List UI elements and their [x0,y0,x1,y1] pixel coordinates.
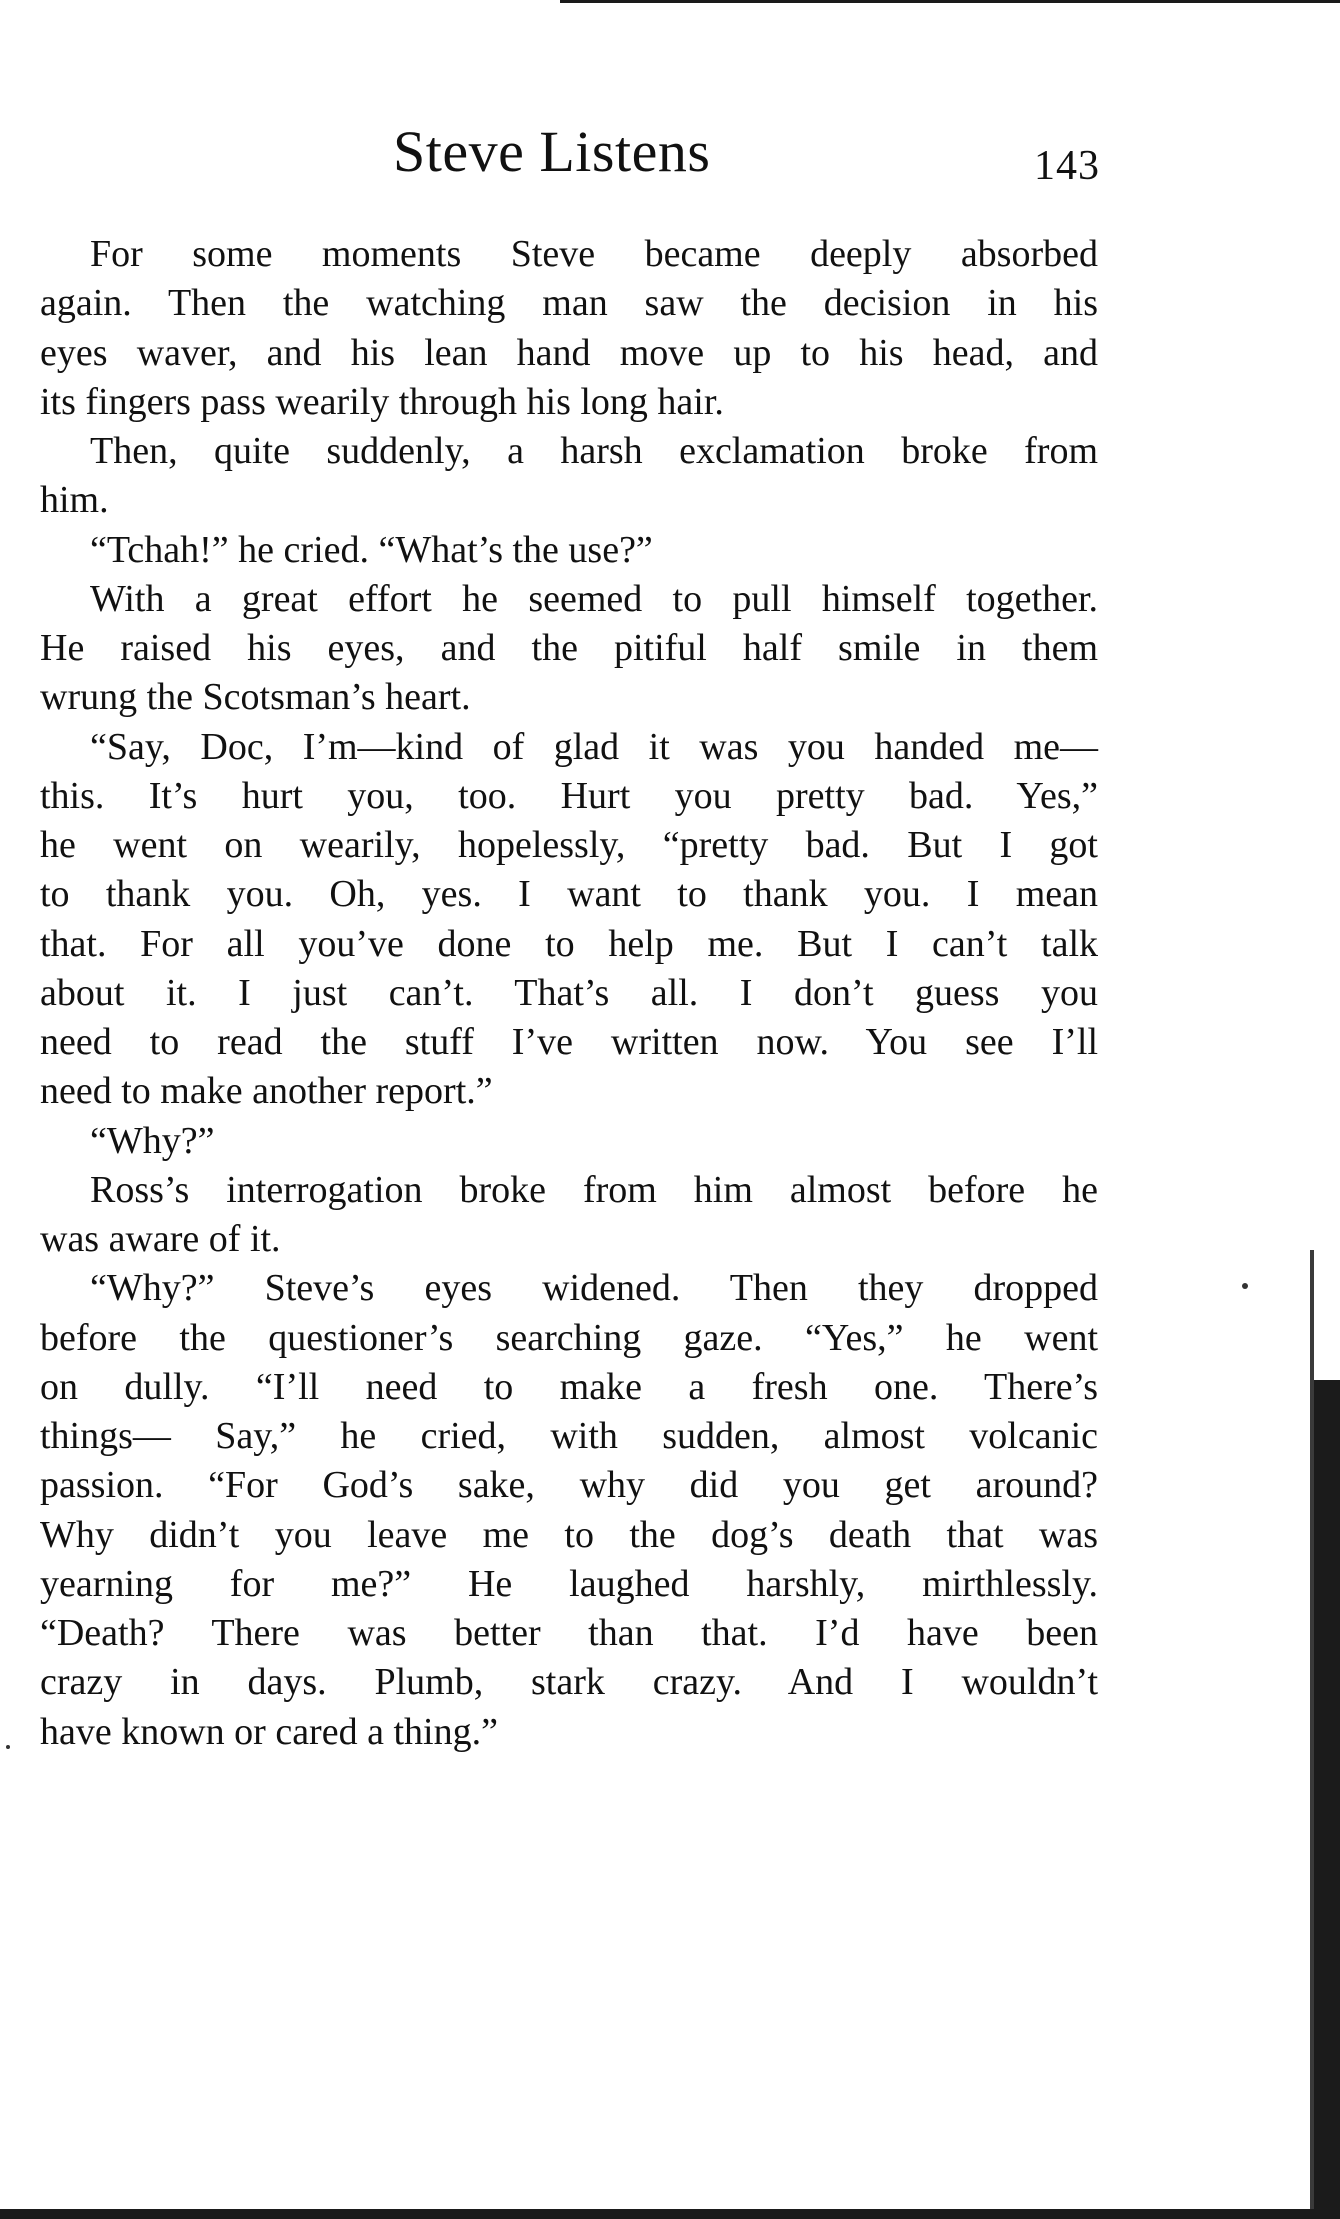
text-line: to thank you. Oh, yes. I want to thank you. I mean [40,873,1098,916]
text-line: He raised his eyes, and the pitiful half smile in them [40,627,1098,669]
text-line: need to read the stuff I’ve written now. You see I’ll [40,1021,1098,1063]
text-line: With a great effort he seemed to pull himself together. [90,577,1098,620]
top-edge-rule [560,0,1340,3]
text-line: about it. I just can’t. That’s all. I don’t guess you [40,971,1098,1014]
print-speck [1242,1283,1248,1289]
text-line: that. For all you’ve done to help me. But I can’t talk [40,922,1098,965]
text-line: things— Say,” he cried, with sudden, almost volcanic [40,1415,1098,1457]
text-line: him. [40,479,109,522]
text-line: this. It’s hurt you, too. Hurt you pretty bad. Yes,” [40,774,1098,817]
running-title: Steve Listens [393,119,711,184]
text-line: on dully. “I’ll need to make a fresh one. There’s [40,1365,1098,1408]
text-line: “Why?” Steve’s eyes widened. Then they dropped [90,1267,1098,1310]
text-line: “Tchah!” he cried. “What’s the use?” [90,528,653,571]
text-line: “Death? There was better than that. I’d have been [40,1612,1098,1654]
text-line: wrung the Scotsman’s heart. [40,676,471,719]
text-line: “Say, Doc, I’m—kind of glad it was you handed me— [90,725,1098,768]
text-line: For some moments Steve became deeply absorbed [90,233,1098,275]
text-line: was aware of it. [40,1218,281,1260]
print-speck [6,1745,10,1749]
page-number: 143 [1034,143,1100,189]
text-line: its fingers pass wearily through his long hair. [40,380,724,423]
text-line: crazy in days. Plumb, stark crazy. And I wouldn’t [40,1661,1098,1704]
text-line: again. Then the watching man saw the decision in his [40,282,1098,325]
text-line: yearning for me?” He laughed harshly, mirthlessly. [40,1562,1098,1605]
right-binding-shadow [1314,1380,1340,2219]
text-line: need to make another report.” [40,1070,493,1113]
text-line: have known or cared a thing.” [40,1710,498,1753]
text-line: eyes waver, and his lean hand move up to his head, and [40,331,1098,374]
text-line: “Why?” [90,1119,215,1162]
text-line: he went on wearily, hopelessly, “pretty bad. But I got [40,824,1098,866]
text-line: Then, quite suddenly, a harsh exclamation broke from [90,430,1098,472]
bottom-edge-rule [0,2209,1340,2219]
text-line: Ross’s interrogation broke from him almost before he [90,1168,1098,1211]
body-text [40,230,1098,1757]
text-line: passion. “For God’s sake, why did you get around? [40,1464,1098,1507]
text-line: before the questioner’s searching gaze. “Yes,” he went [40,1316,1098,1359]
running-head [40,118,1100,198]
text-line: Why didn’t you leave me to the dog’s death that was [40,1513,1098,1556]
